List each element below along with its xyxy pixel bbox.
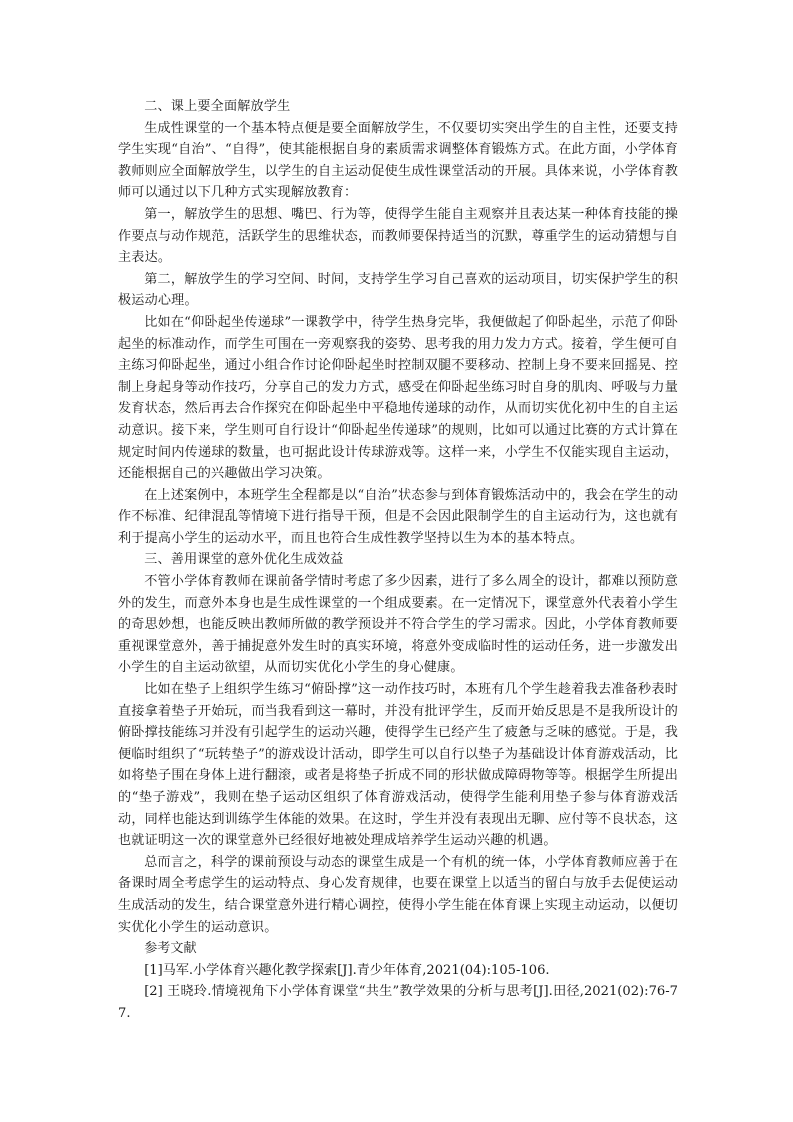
section-heading-3: 三、善用课堂的意外优化生成效益 (144, 552, 344, 568)
paragraph: 第一，解放学生的思想、嘴巴、行为等，使得学生能自主观察并且表达某一种体育技能的操作要点与动作规范，活跃学生的思维状态，而教师要保持适当的沉默，尊重学生的运动猜想与自主表达。 (118, 206, 678, 266)
references-title: 参考文献 (144, 941, 197, 957)
reference-item: [2] 王晓玲.情境视角下小学体育课堂“共生”教学效果的分析与思考[J].田径,2021(02):76-77. (118, 984, 678, 1021)
paragraph: 比如在“仰卧起坐传递球”一课教学中，待学生热身完毕，我便做起了仰卧起坐，示范了仰卧起坐的标准动作，而学生可围在一旁观察我的姿势、思考我的用力发力方式。接着，学生便可自主练习仰卧起坐，通过小组合作讨论仰卧起坐时控制双腿不要移动、控制上身不要来回摇晃、控制上身起身等动作技巧，分享自己的发力方式，感受在仰卧起坐练习时自身的肌肉、呼吸与力量发育状态，然后再去合作探究在仰卧起坐中平稳地传递球的动作，从而切实优化初中生的自主运动意识。接下来，学生则可自行设计“仰卧起坐传递球”的规则，比如可以通过比赛的方式计算在规定时间内传递球的数量，也可据此设计传球游戏等。这样一来，小学生不仅能实现自主运动，还能根据自己的兴趣做出学习决策。 (118, 314, 678, 482)
conclusion-paragraph: 总而言之，科学的课前预设与动态的课堂生成是一个有机的统一体，小学体育教师应善于在备课时周全考虑学生的运动特点、身心发育规律，也要在课堂上以适当的留白与放手去促使运动生成活动的发生，结合课堂意外进行精心调控，使得小学生能在体育课上实现主动运动，以便切实优化小学生的运动意识。 (118, 854, 678, 935)
paragraph: 不管小学体育教师在课前备学情时考虑了多少因素，进行了多么周全的设计，都难以预防意外的发生，而意外本身也是生成性课堂的一个组成要素。在一定情况下，课堂意外代表着小学生的奇思妙想，也能反映出教师所做的教学预设并不符合学生的学习需求。因此，小学体育教师要重视课堂意外，善于捕捉意外发生时的真实环境，将意外变成临时性的运动任务，进一步激发出小学生的自主运动欲望，从而切实优化小学生的身心健康。 (118, 574, 678, 676)
section-heading-2: 二、课上要全面解放学生 (144, 99, 291, 114)
document-body (118, 96, 678, 1025)
paragraph: 比如在垫子上组织学生练习“俯卧撑”这一动作技巧时，本班有几个学生趁着我去准备秒表时直接拿着垫子开始玩，而当我看到这一幕时，并没有批评学生，反而开始反思是不是我所设计的俯卧撑技能练习并没有引起学生的运动兴趣，使得学生已经产生了疲惫与乏味的感觉。于是，我便临时组织了“玩转垫子”的游戏设计活动，即学生可以自行以垫子为基础设计体育游戏活动，比如将垫子围在身体上进行翻滚，或者是将垫子折成不同的形状做成障碍物等等。根据学生所提出的“垫子游戏”，我则在垫子运动区组织了体育游戏活动，使得学生能利用垫子参与体育游戏活动，同样也能达到训练学生体能的效果。在这时，学生并没有表现出无聊、应付等不良状态，这也就证明这一次的课堂意外已经很好地被处理成培养学生运动兴趣的机遇。 (118, 682, 678, 849)
paragraph: 第二，解放学生的学习空间、时间，支持学生学习自己喜欢的运动项目，切实保护学生的积极运动心理。 (118, 271, 678, 309)
reference-item: [1]马军.小学体育兴趣化教学探索[J].青少年体育,2021(04):105-106. (144, 962, 550, 978)
paragraph: 生成性课堂的一个基本特点便是要全面解放学生，不仅要切实突出学生的自主性，还要支持学生实现“自治”、“自得”，使其能根据自身的素质需求调整体育锻炼方式。在此方面，小学体育教师则应全面解放学生，以学生的自主运动促使生成性课堂活动的开展。具体来说，小学体育教师可以通过以下几种方式实现解放教育： (118, 120, 678, 201)
paragraph: 在上述案例中，本班学生全程都是以“自治”状态参与到体育锻炼活动中的，我会在学生的动作不标准、纪律混乱等情境下进行指导干预，但是不会因此限制学生的自主运动行为，这也就有利于提高小学生的运动水平，而且也符合生成性教学坚持以生为本的基本特点。 (118, 487, 678, 546)
